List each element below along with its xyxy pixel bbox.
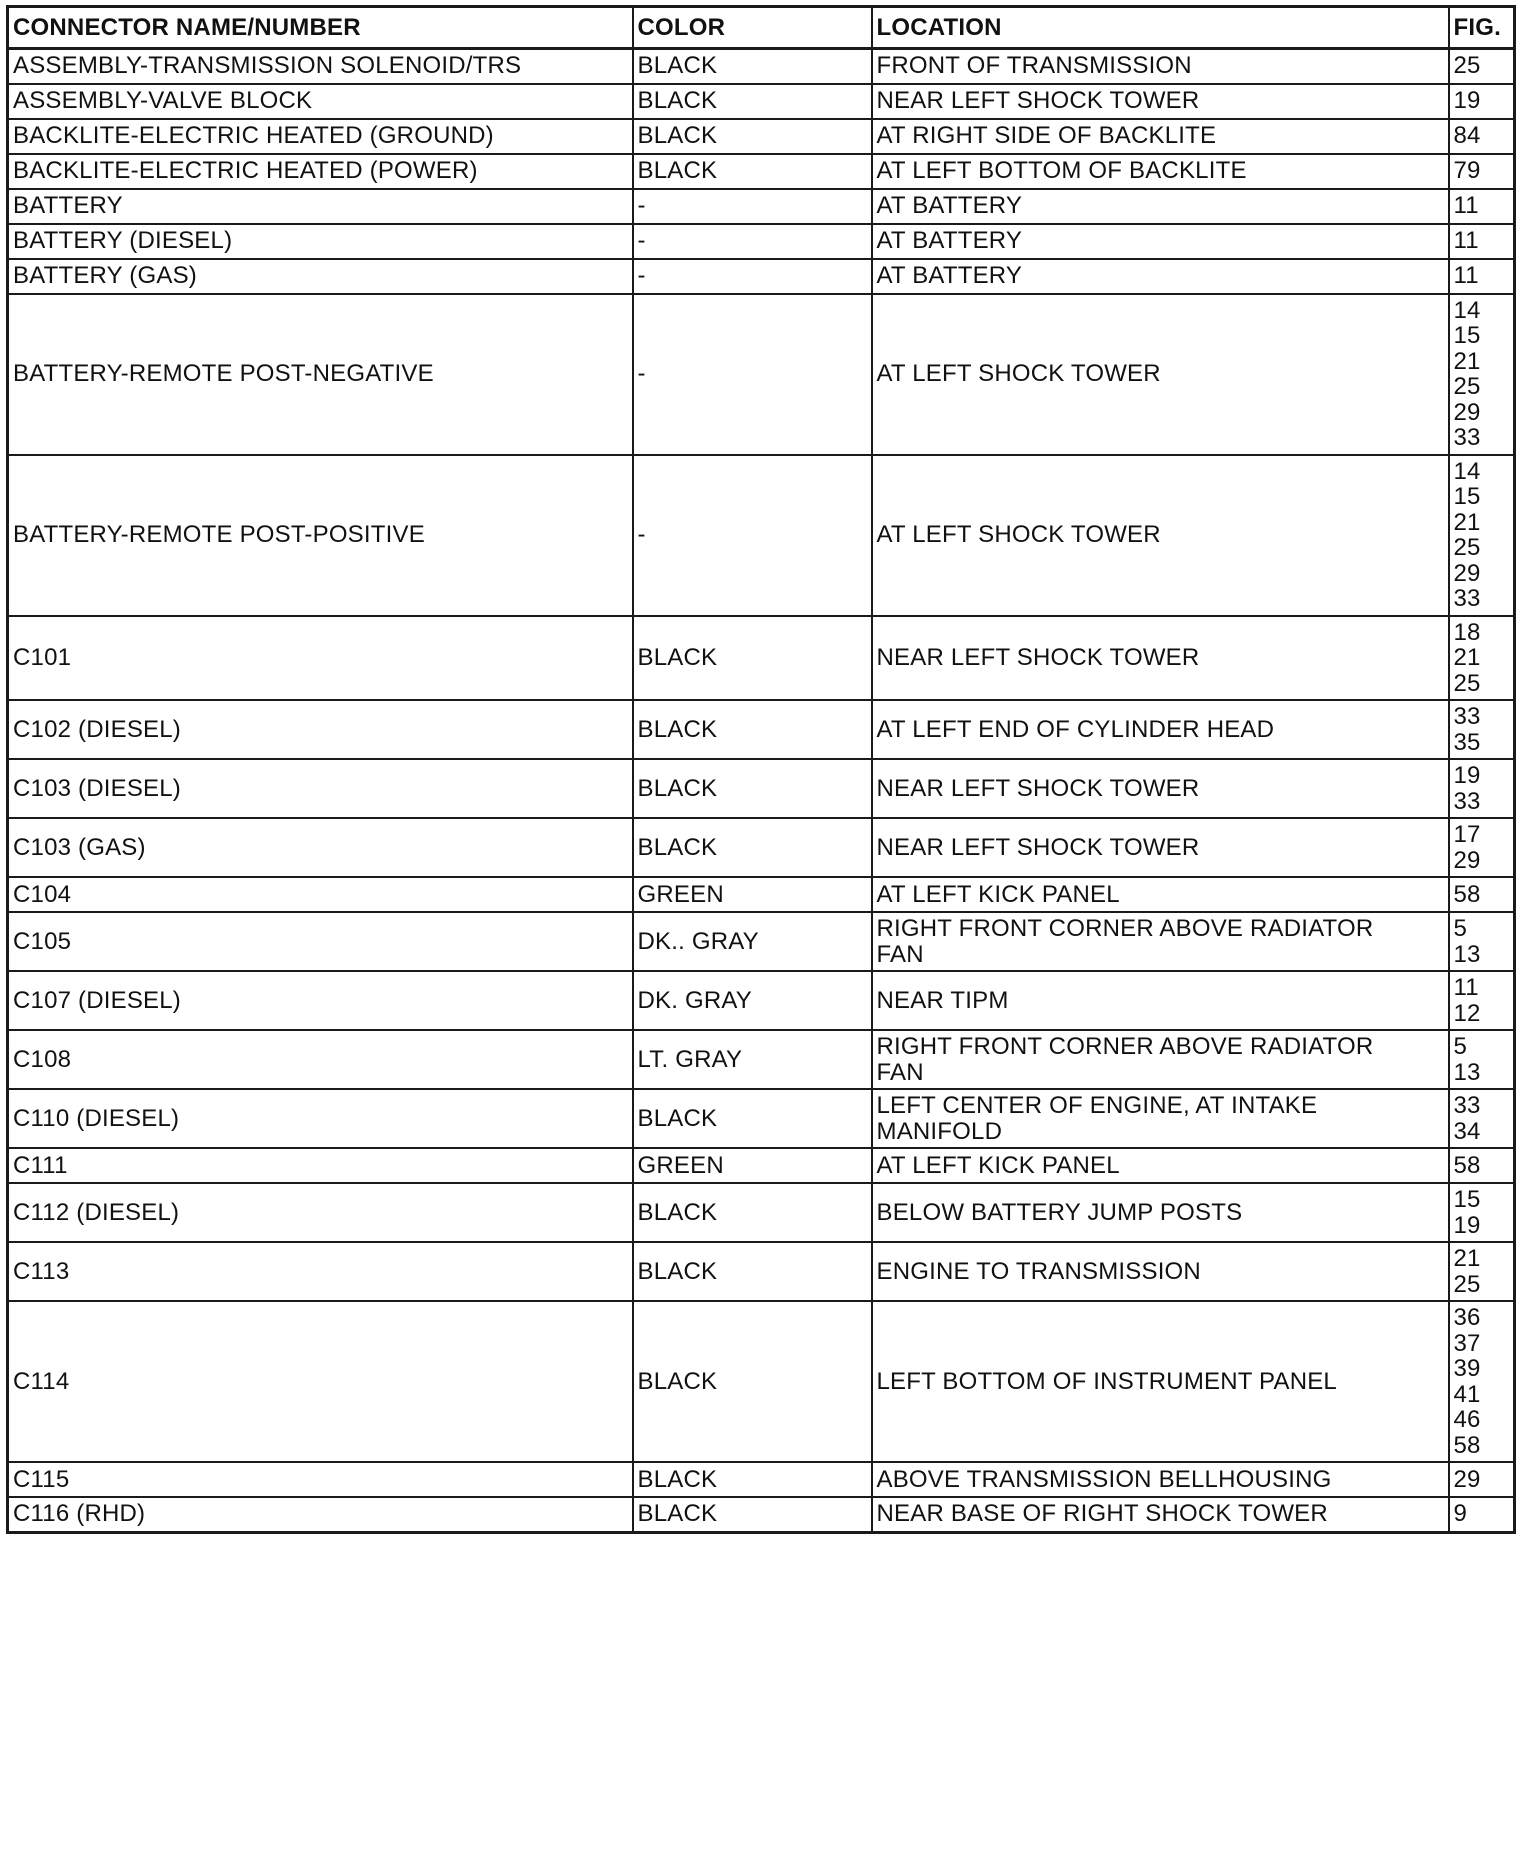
location-line: LEFT CENTER OF ENGINE, AT INTAKE [876, 1092, 1318, 1119]
header-fig: FIG. [1449, 7, 1515, 49]
fig-number: 39 [1453, 1355, 1481, 1382]
fig-number: 41 [1453, 1380, 1481, 1408]
location-line: NEAR BASE OF RIGHT SHOCK TOWER [876, 1500, 1328, 1528]
fig-number: 15 [1453, 322, 1481, 349]
table-row [8, 1301, 1515, 1462]
connector-name-cell: BACKLITE-ELECTRIC HEATED (GROUND) [8, 119, 633, 154]
fig-number: 36 [1453, 1304, 1481, 1331]
location-line: FAN [876, 1058, 924, 1086]
fig-number: 84 [1453, 122, 1481, 149]
location-line: AT BATTERY [876, 227, 1023, 254]
connector-location-cell [872, 1148, 1449, 1183]
connector-fig-cell [1449, 259, 1515, 294]
connector-fig-cell [1449, 700, 1515, 759]
fig-number: 11 [1453, 262, 1479, 289]
fig-number: 29 [1453, 1465, 1481, 1493]
header-location: LOCATION [872, 7, 1449, 49]
table-row [8, 154, 1515, 189]
fig-number: 15 [1453, 1186, 1481, 1213]
table-row [8, 1089, 1515, 1148]
connector-color-cell: GREEN [633, 1148, 872, 1183]
fig-number: 21 [1453, 347, 1481, 375]
connector-location-cell [872, 49, 1449, 84]
table-header [8, 7, 1515, 49]
fig-number: 5 [1453, 915, 1468, 942]
connector-color-cell: BLACK [633, 1497, 872, 1532]
connector-fig-cell [1449, 1301, 1515, 1462]
fig-number: 14 [1453, 457, 1481, 485]
connector-name-cell: C103 (DIESEL) [8, 759, 633, 818]
fig-number: 14 [1453, 296, 1481, 324]
connector-location-cell [872, 84, 1449, 119]
fig-number: 37 [1453, 1329, 1481, 1357]
connector-location-cell [872, 912, 1449, 971]
connector-fig-cell [1449, 294, 1515, 455]
fig-number: 25 [1453, 669, 1481, 697]
connector-color-cell: DK.. GRAY [633, 912, 872, 971]
header-color: COLOR [633, 7, 872, 49]
connector-name-cell: C115 [8, 1462, 633, 1497]
connector-location-cell [872, 294, 1449, 455]
location-line: AT BATTERY [876, 262, 1023, 289]
connector-fig-cell [1449, 49, 1515, 84]
fig-number: 35 [1453, 728, 1481, 756]
connector-location-cell [872, 224, 1449, 259]
table-row [8, 119, 1515, 154]
fig-number: 25 [1453, 373, 1481, 400]
connector-fig-cell [1449, 1148, 1515, 1183]
fig-number: 19 [1453, 1211, 1481, 1239]
connector-fig-cell [1449, 818, 1515, 877]
fig-number: 25 [1453, 1270, 1481, 1298]
fig-number: 19 [1453, 87, 1481, 114]
connector-color-cell: BLACK [633, 759, 872, 818]
connector-color-cell: BLACK [633, 49, 872, 84]
connector-fig-cell [1449, 1497, 1515, 1532]
connector-location-cell [872, 1462, 1449, 1497]
location-line: RIGHT FRONT CORNER ABOVE RADIATOR [876, 1033, 1374, 1060]
connector-fig-cell [1449, 455, 1515, 616]
connector-color-cell: BLACK [633, 616, 872, 701]
table-row [8, 294, 1515, 455]
connector-name-cell: C104 [8, 877, 633, 912]
connector-color-cell: BLACK [633, 818, 872, 877]
connector-fig-cell [1449, 1183, 1515, 1242]
connector-location-cell [872, 1183, 1449, 1242]
connector-fig-cell [1449, 189, 1515, 224]
table-row [8, 1497, 1515, 1532]
connector-name-cell: C116 (RHD) [8, 1497, 633, 1532]
connector-color-cell: - [633, 224, 872, 259]
connector-fig-cell [1449, 971, 1515, 1030]
fig-number: 21 [1453, 508, 1481, 536]
connector-color-cell: DK. GRAY [633, 971, 872, 1030]
fig-number: 33 [1453, 1092, 1481, 1119]
connector-fig-cell [1449, 224, 1515, 259]
header-connector-name: CONNECTOR NAME/NUMBER [8, 7, 633, 49]
connector-table [6, 5, 1516, 1534]
table-row [8, 224, 1515, 259]
fig-number: 13 [1453, 940, 1481, 968]
connector-table-page [6, 5, 1513, 1534]
table-row [8, 455, 1515, 616]
table-row [8, 971, 1515, 1030]
fig-number: 33 [1453, 424, 1481, 451]
table-row [8, 259, 1515, 294]
connector-name-cell: C103 (GAS) [8, 818, 633, 877]
header-row [8, 7, 1515, 49]
fig-number: 25 [1453, 52, 1481, 80]
fig-number: 29 [1453, 559, 1481, 587]
table-row [8, 1148, 1515, 1183]
connector-fig-cell [1449, 154, 1515, 189]
fig-number: 18 [1453, 618, 1481, 646]
table-row [8, 84, 1515, 119]
location-line: NEAR TIPM [876, 986, 1009, 1014]
connector-name-cell: BACKLITE-ELECTRIC HEATED (POWER) [8, 154, 633, 189]
fig-number: 5 [1453, 1033, 1468, 1060]
table-row [8, 700, 1515, 759]
connector-name-cell: ASSEMBLY-VALVE BLOCK [8, 84, 633, 119]
connector-fig-cell [1449, 877, 1515, 912]
table-row [8, 877, 1515, 912]
table-row [8, 189, 1515, 224]
connector-color-cell: BLACK [633, 1089, 872, 1148]
connector-name-cell: C110 (DIESEL) [8, 1089, 633, 1148]
connector-color-cell: GREEN [633, 877, 872, 912]
location-line: MANIFOLD [876, 1117, 1003, 1145]
connector-fig-cell [1449, 1242, 1515, 1301]
connector-location-cell [872, 759, 1449, 818]
table-body [8, 49, 1515, 1533]
connector-fig-cell [1449, 1030, 1515, 1089]
connector-name-cell: C105 [8, 912, 633, 971]
location-line: RIGHT FRONT CORNER ABOVE RADIATOR [876, 915, 1374, 942]
fig-number: 33 [1453, 787, 1481, 815]
connector-name-cell: C112 (DIESEL) [8, 1183, 633, 1242]
connector-location-cell [872, 700, 1449, 759]
table-row [8, 912, 1515, 971]
connector-name-cell: C108 [8, 1030, 633, 1089]
connector-fig-cell [1449, 912, 1515, 971]
connector-name-cell: ASSEMBLY-TRANSMISSION SOLENOID/TRS [8, 49, 633, 84]
location-line: NEAR LEFT SHOCK TOWER [876, 87, 1200, 114]
location-line: BELOW BATTERY JUMP POSTS [876, 1198, 1243, 1226]
connector-fig-cell [1449, 119, 1515, 154]
connector-location-cell [872, 818, 1449, 877]
fig-number: 21 [1453, 644, 1481, 671]
location-line: AT LEFT SHOCK TOWER [876, 521, 1161, 548]
connector-name-cell: C114 [8, 1301, 633, 1462]
table-row [8, 1462, 1515, 1497]
connector-location-cell [872, 971, 1449, 1030]
location-line: NEAR LEFT SHOCK TOWER [876, 833, 1200, 861]
fig-number: 17 [1453, 821, 1481, 848]
fig-number: 12 [1453, 999, 1481, 1027]
connector-color-cell: LT. GRAY [633, 1030, 872, 1089]
location-line: FAN [876, 940, 924, 968]
fig-number: 79 [1453, 157, 1481, 184]
connector-color-cell: BLACK [633, 1301, 872, 1462]
connector-name-cell: C107 (DIESEL) [8, 971, 633, 1030]
location-line: ABOVE TRANSMISSION BELLHOUSING [876, 1465, 1332, 1493]
connector-location-cell [872, 616, 1449, 701]
connector-location-cell [872, 154, 1449, 189]
connector-location-cell [872, 1301, 1449, 1462]
connector-location-cell [872, 119, 1449, 154]
connector-color-cell: - [633, 259, 872, 294]
fig-number: 11 [1453, 974, 1479, 1001]
table-row [8, 49, 1515, 84]
connector-location-cell [872, 259, 1449, 294]
table-row [8, 1183, 1515, 1242]
connector-fig-cell [1449, 759, 1515, 818]
connector-color-cell: BLACK [633, 1183, 872, 1242]
connector-color-cell: BLACK [633, 1462, 872, 1497]
connector-name-cell: C102 (DIESEL) [8, 700, 633, 759]
location-line: LEFT BOTTOM OF INSTRUMENT PANEL [876, 1367, 1337, 1395]
connector-fig-cell [1449, 1089, 1515, 1148]
location-line: AT RIGHT SIDE OF BACKLITE [876, 122, 1217, 149]
connector-color-cell: BLACK [633, 1242, 872, 1301]
connector-name-cell: C111 [8, 1148, 633, 1183]
location-line: ENGINE TO TRANSMISSION [876, 1257, 1201, 1285]
connector-color-cell: BLACK [633, 119, 872, 154]
connector-color-cell: BLACK [633, 154, 872, 189]
connector-color-cell: - [633, 455, 872, 616]
connector-color-cell: BLACK [633, 84, 872, 119]
connector-location-cell [872, 189, 1449, 224]
location-line: AT BATTERY [876, 192, 1023, 219]
location-line: AT LEFT BOTTOM OF BACKLITE [876, 157, 1247, 184]
table-row [8, 1030, 1515, 1089]
fig-number: 58 [1453, 880, 1481, 908]
connector-color-cell: - [633, 294, 872, 455]
fig-number: 13 [1453, 1058, 1481, 1086]
fig-number: 25 [1453, 534, 1481, 561]
fig-number: 33 [1453, 585, 1481, 612]
connector-name-cell: BATTERY [8, 189, 633, 224]
location-line: AT LEFT END OF CYLINDER HEAD [876, 715, 1275, 743]
connector-name-cell: BATTERY-REMOTE POST-POSITIVE [8, 455, 633, 616]
connector-location-cell [872, 455, 1449, 616]
connector-name-cell: BATTERY (GAS) [8, 259, 633, 294]
location-line: NEAR LEFT SHOCK TOWER [876, 643, 1200, 671]
connector-color-cell: - [633, 189, 872, 224]
connector-fig-cell [1449, 84, 1515, 119]
connector-fig-cell [1449, 1462, 1515, 1497]
fig-number: 29 [1453, 846, 1481, 874]
fig-number: 58 [1453, 1431, 1481, 1459]
location-line: NEAR LEFT SHOCK TOWER [876, 774, 1200, 802]
fig-number: 11 [1453, 227, 1479, 254]
location-line: AT LEFT KICK PANEL [876, 1151, 1120, 1179]
fig-number: 33 [1453, 703, 1481, 730]
connector-location-cell [872, 877, 1449, 912]
location-line: FRONT OF TRANSMISSION [876, 52, 1192, 80]
location-line: AT LEFT KICK PANEL [876, 880, 1120, 908]
table-row [8, 818, 1515, 877]
connector-location-cell [872, 1497, 1449, 1532]
connector-location-cell [872, 1242, 1449, 1301]
connector-name-cell: BATTERY (DIESEL) [8, 224, 633, 259]
connector-location-cell [872, 1089, 1449, 1148]
fig-number: 34 [1453, 1117, 1481, 1145]
fig-number: 19 [1453, 762, 1481, 789]
fig-number: 11 [1453, 192, 1479, 219]
fig-number: 9 [1453, 1500, 1468, 1528]
table-row [8, 759, 1515, 818]
connector-fig-cell [1449, 616, 1515, 701]
fig-number: 29 [1453, 398, 1481, 426]
connector-name-cell: C113 [8, 1242, 633, 1301]
fig-number: 58 [1453, 1151, 1481, 1179]
table-row [8, 1242, 1515, 1301]
connector-name-cell: BATTERY-REMOTE POST-NEGATIVE [8, 294, 633, 455]
fig-number: 15 [1453, 483, 1481, 510]
connector-color-cell: BLACK [633, 700, 872, 759]
connector-name-cell: C101 [8, 616, 633, 701]
connector-location-cell [872, 1030, 1449, 1089]
fig-number: 21 [1453, 1245, 1481, 1272]
location-line: AT LEFT SHOCK TOWER [876, 360, 1161, 387]
fig-number: 46 [1453, 1406, 1481, 1433]
table-row [8, 616, 1515, 701]
